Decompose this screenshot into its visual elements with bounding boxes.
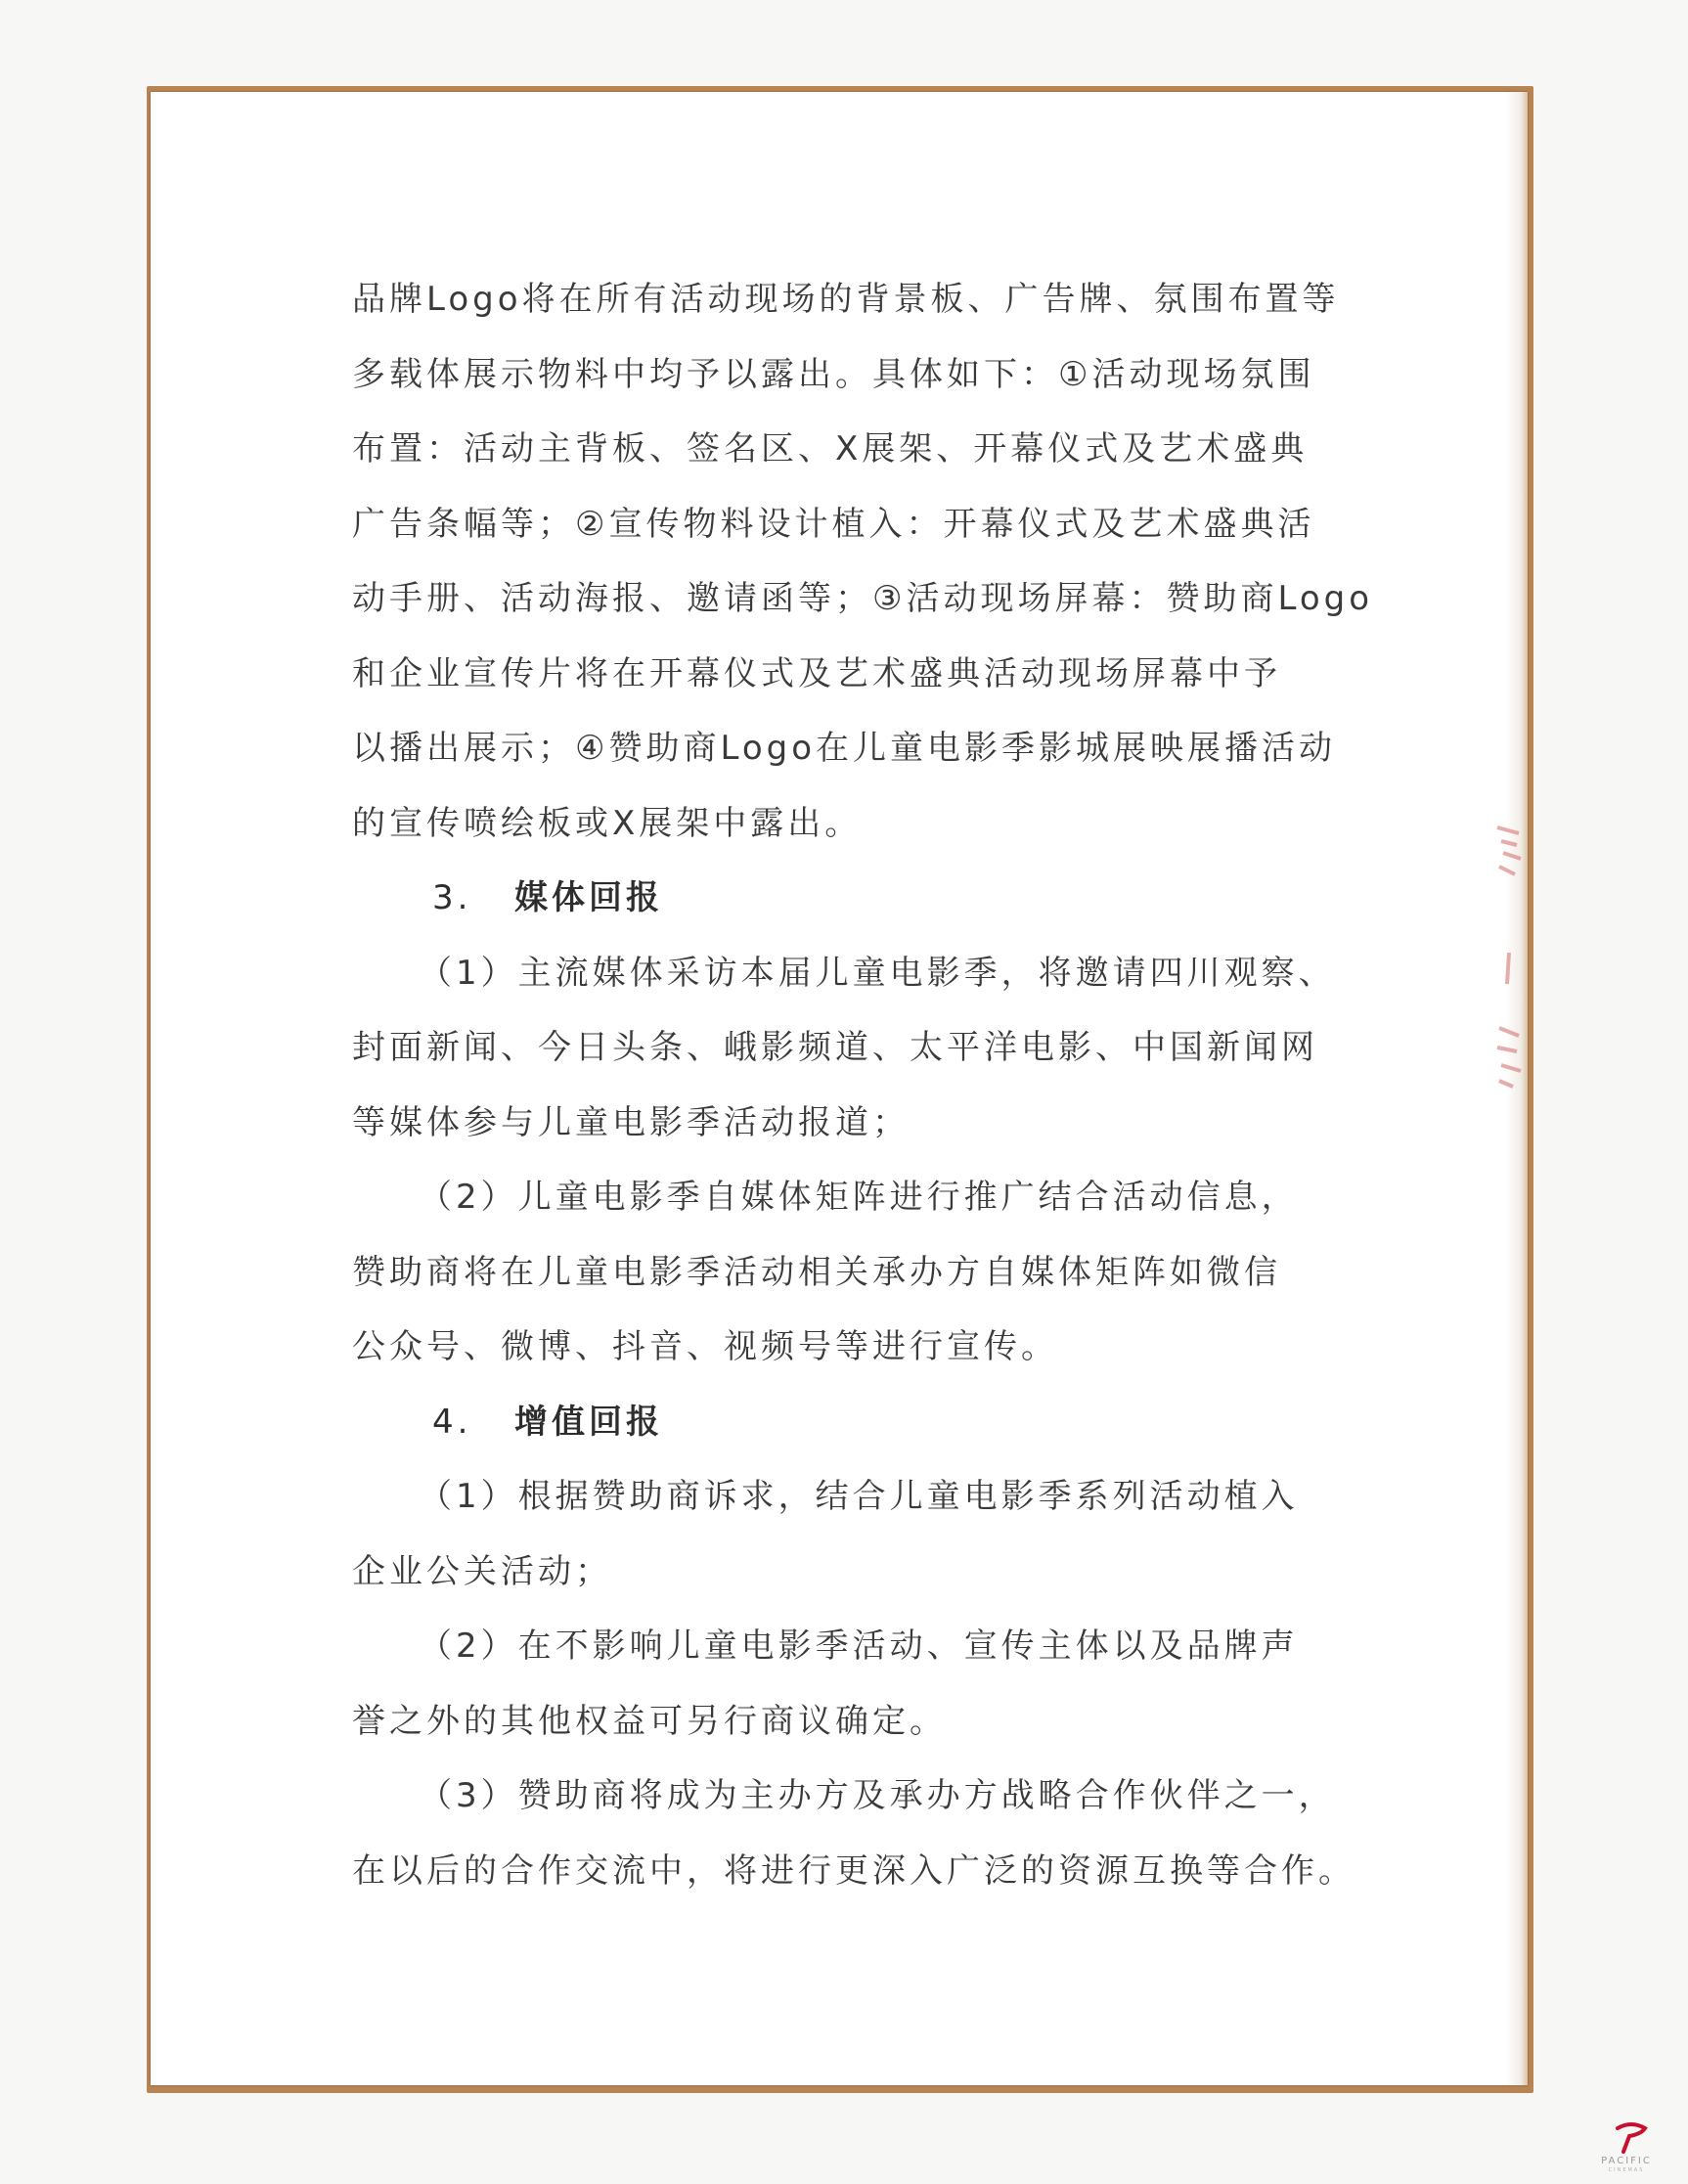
pacific-logo-icon: [1612, 2118, 1651, 2158]
seal-stamp-fragment: [1491, 949, 1525, 988]
paragraph-line: 在以后的合作交流中，将进行更深入广泛的资源互换等合作。: [352, 1850, 1355, 1891]
body-line: 布置：活动主背板、签名区、X展架、开幕仪式及艺术盛典: [352, 429, 1309, 468]
paragraph-line: 企业公关活动；: [352, 1551, 612, 1591]
paragraph-line: 公众号、微博、抖音、视频号等进行宣传。: [352, 1327, 1058, 1366]
logo-subtext: CINEMAS: [1608, 2167, 1645, 2173]
body-line: 动手册、活动海报、邀请函等；③活动现场屏幕：赞助商Logo: [352, 579, 1374, 618]
paragraph-line: （2）在不影响儿童电影季活动、宣传主体以及品牌声: [419, 1627, 1299, 1666]
seal-stamp-fragment: [1491, 1022, 1525, 1091]
body-line: 品牌Logo将在所有活动现场的背景板、广告牌、氛围布置等: [352, 280, 1340, 319]
paragraph-line: 封面新闻、今日头条、峨影频道、太平洋电影、中国新闻网: [352, 1028, 1318, 1067]
paragraph-line: 赞助商将在儿童电影季活动相关承办方自媒体矩阵如微信: [352, 1252, 1281, 1292]
body-line: 以播出展示；④赞助商Logo在儿童电影季影城展映展播活动: [352, 729, 1337, 768]
section-number: 4.: [432, 1402, 472, 1442]
paragraph-line: （1）根据赞助商诉求，结合儿童电影季系列活动植入: [419, 1477, 1299, 1516]
body-line: 的宣传喷绘板或X展架中露出。: [352, 803, 863, 843]
section-heading-value-added-returns: [352, 1385, 1340, 1460]
paragraph-line: 等媒体参与儿童电影季活动报道；: [352, 1102, 910, 1142]
paragraph-line: （2）儿童电影季自媒体矩阵进行推广结合活动信息，: [419, 1178, 1299, 1217]
seal-stamp-fragment: [1491, 824, 1525, 882]
pacific-logo: [1582, 2118, 1670, 2177]
body-line: 广告条幅等；②宣传物料设计植入：开幕仪式及艺术盛典活: [352, 504, 1315, 544]
paragraph-line: 誉之外的其他权益可另行商议确定。: [352, 1701, 947, 1741]
section-title: 增值回报: [514, 1402, 663, 1442]
logo-text: PACIFIC: [1601, 2156, 1652, 2166]
body-line: 和企业宣传片将在开幕仪式及艺术盛典活动现场屏幕中予: [352, 653, 1281, 693]
paragraph-line: （1）主流媒体采访本届儿童电影季，将邀请四川观察、: [419, 953, 1336, 993]
document-body: [352, 262, 1374, 1908]
paragraph-line: （3）赞助商将成为主办方及承办方战略合作伙伴之一，: [419, 1776, 1336, 1815]
body-line: 多载体展示物料中均予以露出。具体如下：①活动现场氛围: [352, 354, 1315, 394]
section-number: 3.: [432, 878, 472, 917]
section-title: 媒体回报: [514, 878, 663, 917]
section-heading-media-returns: [352, 861, 1340, 936]
